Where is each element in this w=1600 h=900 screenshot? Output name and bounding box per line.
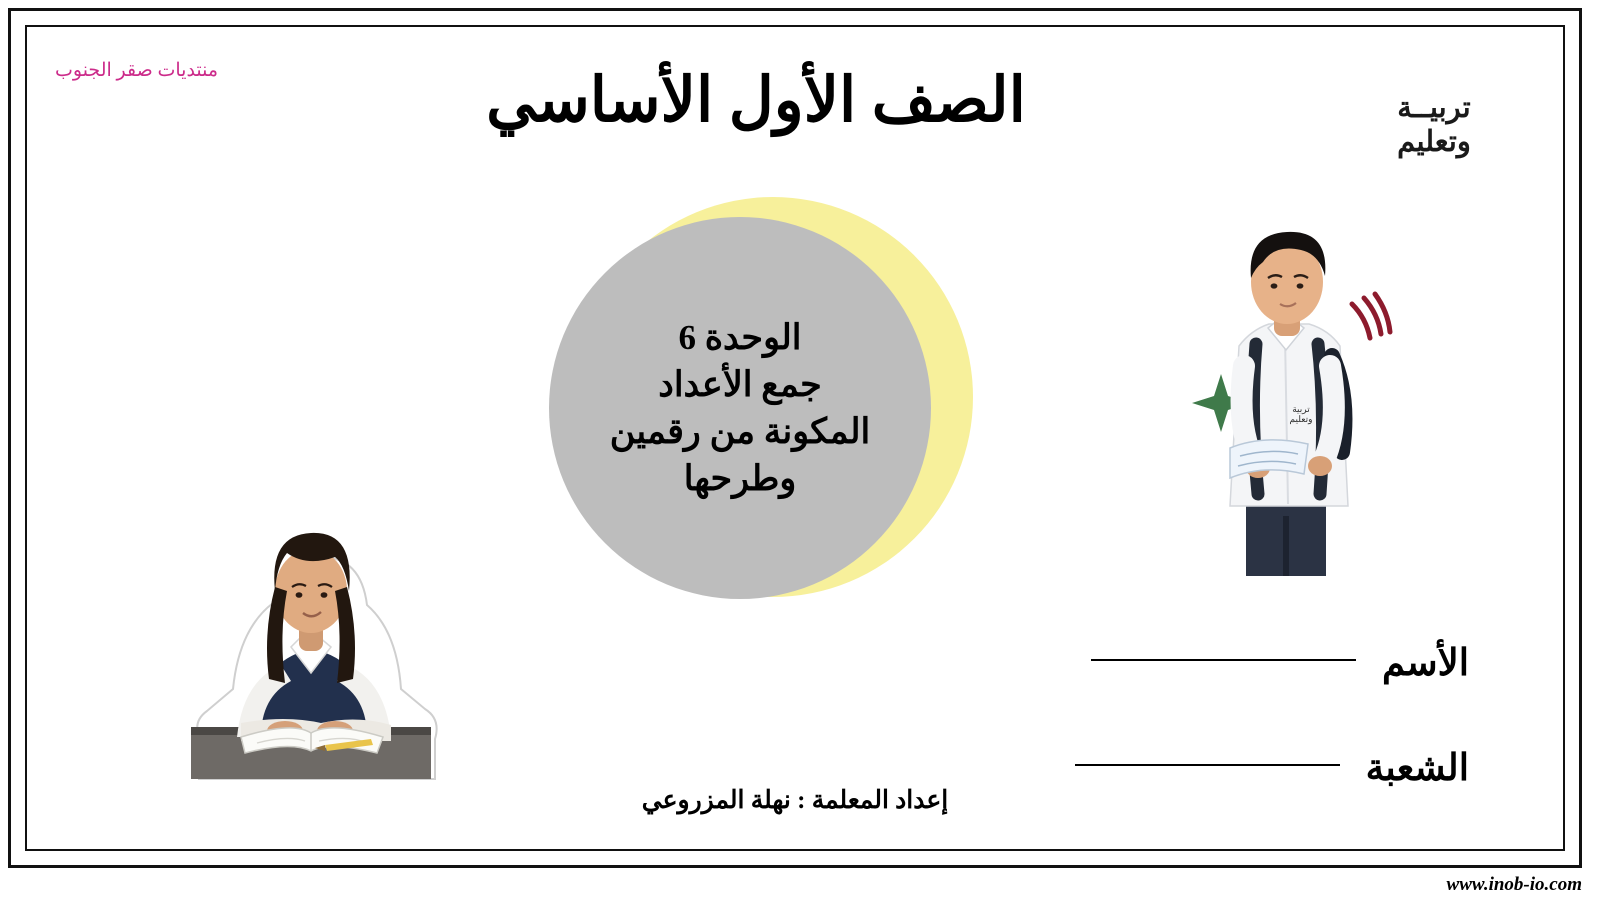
unit-number-line: الوحدة 6 [678, 318, 802, 357]
name-input-line[interactable] [1091, 659, 1356, 661]
page-outer-border [8, 8, 1582, 868]
teacher-credit: إعداد المعلمة : نهلة المزروعي [641, 787, 949, 814]
ministry-logo-line2: وتعليم [1397, 126, 1471, 158]
name-field-row [1091, 641, 1469, 685]
ministry-logo [1359, 91, 1509, 186]
section-field-row [1075, 746, 1469, 790]
ministry-logo-line1: تربيــة [1397, 92, 1471, 124]
site-url-watermark: www.inob-io.com [1446, 874, 1582, 895]
unit-circle [549, 217, 931, 599]
name-field-label: الأسم [1381, 643, 1469, 684]
svg-text:وتعليم: وتعليم [1289, 414, 1313, 424]
section-input-line[interactable] [1075, 764, 1340, 766]
forum-watermark: منتديات صقر الجنوب [55, 60, 219, 81]
unit-text-block [586, 314, 895, 502]
page-title: الصف الأول الأساسي [486, 67, 1026, 135]
unit-title-line-2: جمع الأعداد [658, 365, 822, 404]
unit-title-line-4: وطرحها [683, 459, 797, 498]
schoolboy-photo [1184, 216, 1394, 576]
svg-text:تربية: تربية [1292, 404, 1310, 414]
unit-title-line-3: المكونة من رقمين [609, 412, 871, 451]
schoolgirl-photo [129, 491, 489, 781]
section-field-label: الشعبة [1365, 748, 1469, 789]
